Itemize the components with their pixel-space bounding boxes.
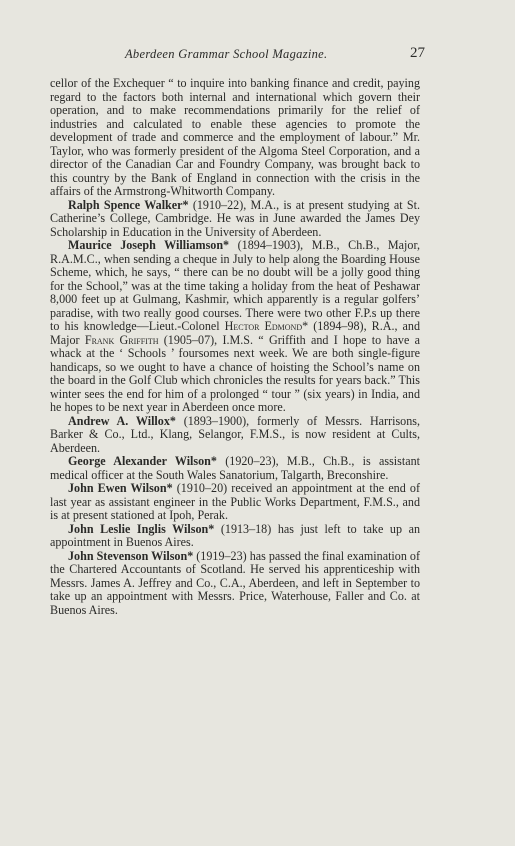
entry-name: George Alexander Wilson* — [68, 454, 217, 468]
entry-george-wilson — [50, 455, 420, 482]
entry-name: John Leslie Inglis Wilson* — [68, 521, 215, 536]
running-header — [50, 44, 425, 64]
entry-text: (1894–1903), M.B., Ch.B., Major, R.A.M.C., when sending a cheque in July to help along the Boarding House Scheme, which, he says, “ there can be no doubt will be a jolly good thing for the School,” was at the time taking a holiday from the heat of Peshawar 8,000 feet up at Gulmang, Kashmir, which apparently is a regular golfers’ paradise, with two really good courses. There were two other F.P.s up there to his knowledge—Lieut.-Colonel — [50, 238, 421, 333]
entry-text: (1893–1900), formerly of Messrs. Harrisons, Barker & Co., Ltd., Klang, Selangor, F.M.S., is now resident at Cults, Aberdeen. — [50, 413, 420, 455]
entry-text: (1910–20) received an appointment at the end of last year as assistant engineer in the Public Works Department, F.M.S., and is at present stationed at Ipoh, Perak. — [50, 481, 420, 522]
entry-name: Andrew A. Willox* — [68, 413, 176, 428]
entry-name: John Stevenson Wilson* — [68, 548, 194, 563]
entry-text: (1910–22), M.A., is at present studying at St. Catherine’s College, Cambridge. He was in June awarded the James Dey Scholarship in Education in the University of Aberdeen. — [50, 197, 420, 239]
entry-williamson — [50, 239, 420, 415]
entry-name: Ralph Spence Walker* — [68, 197, 189, 212]
entry-john-stevenson-wilson — [50, 550, 420, 618]
continued-paragraph: cellor of the Exchequer “ to inquire into banking finance and credit, paying regard to the factors both internal and international which govern their operation, and to make recommendations primarily for the relief of industries and calculated to enable these agencies to promote the development of trade and commerce and the employment of labour.” Mr. Taylor, who was formerly president of the Algoma Steel Corporation, and a director of the Canadian Car and Foundry Company, was brought back to this country by the Bank of England in connection with the crisis in the affairs of the Armstrong-Whitworth Company. — [50, 76, 420, 198]
entry-text: (1920–23), M.B., Ch.B., is assistant medical officer at the South Wales Sanatorium, Talgarth, Breconshire. — [50, 454, 420, 482]
entry-name: John Ewen Wilson* — [68, 481, 173, 495]
page-number: 27 — [410, 45, 425, 61]
entry-walker — [50, 199, 420, 240]
entry-john-leslie-inglis-wilson — [50, 523, 420, 550]
entry-text: (1905–07), I.M.S. “ Griffith and I hope to have a whack at the ‘ Schools ’ foursomes next week. We are both single-figure handicaps, so we ought to have a chance of hoisting the School’s name on the board in the Golf Club which chronicles the results for years back.” This winter sees the end for him of a prolonged “ tour ” (six years) in India, and he hopes to be next year in Aberdeen once more. — [50, 332, 420, 414]
entry-john-ewen-wilson — [50, 482, 420, 523]
entry-text: (1919–23) has passed the final examination of the Chartered Accountants of Scotland. He served his apprenticeship with Messrs. James A. Jeffrey and Co., C.A., Aberdeen, and left in September to take up an appointment with Messrs. Price, Waterhouse, Faller and Co. at Buenos Aires. — [50, 548, 420, 617]
running-title: Aberdeen Grammar School Magazine. — [125, 47, 328, 61]
entry-willox — [50, 415, 420, 456]
entry-name: Maurice Joseph Williamson* — [68, 238, 230, 252]
article-body — [50, 77, 420, 617]
entry-text: (1913–18) has just left to take up an appointment in Buenos Aires. — [50, 521, 420, 549]
person-name-griffith: Frank Griffith — [84, 332, 159, 347]
entry-text: (1894–98), R.A., and Major — [50, 319, 421, 347]
person-name-edmond: Hector Edmond* — [224, 319, 309, 333]
